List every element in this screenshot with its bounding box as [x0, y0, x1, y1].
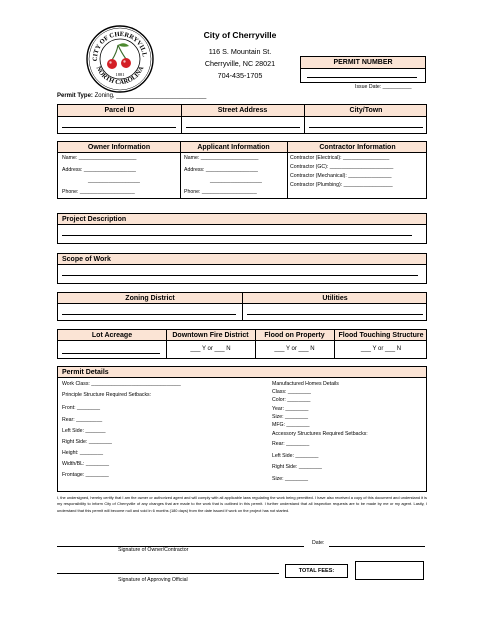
total-fees-label: TOTAL FEES: [298, 568, 335, 574]
city-address-line1: 116 S. Mountain St. [208, 47, 272, 56]
parcel-id-field[interactable] [62, 127, 176, 128]
street-address-header: Street Address [217, 107, 268, 114]
permit-number-label: PERMIT NUMBER [301, 57, 425, 69]
downtown-fire-yn[interactable]: ___ Y or ___ N [190, 346, 231, 352]
accessory-setbacks-title: Accessory Structures Required Setbacks: [272, 431, 368, 437]
contractor-gc[interactable]: Contractor (GC): ______________________ [290, 164, 394, 170]
parcel-table [57, 104, 427, 134]
contractor-plumbing[interactable]: Contractor (Plumbing): _________________ [290, 182, 393, 188]
acc-left-side[interactable]: Left Side: ________ [272, 453, 319, 459]
seal-top-text: CITY OF CHERRYVILL [91, 30, 148, 62]
applicant-info-header: Applicant Information [197, 144, 270, 151]
project-description-field[interactable] [62, 235, 412, 236]
zoning-utilities-box [57, 292, 427, 321]
downtown-fire-header: Downtown Fire District [172, 332, 249, 339]
zoning-district-header: Zoning District [125, 295, 175, 302]
applicant-name[interactable]: Name: ____________________ [184, 155, 259, 161]
svg-text:CITY OF CHERRYVILLE [85, 24, 148, 61]
mh-color[interactable]: Color: ________ [272, 397, 311, 403]
official-signature-line[interactable] [57, 573, 279, 574]
city-seal [85, 24, 155, 94]
front-setback[interactable]: Front: ________ [62, 405, 101, 411]
project-description-header: Project Description [58, 214, 426, 225]
scope-of-work-box [57, 253, 427, 284]
utilities-header: Utilities [322, 295, 348, 302]
city-title: City of Cherryville [203, 30, 277, 40]
mh-year[interactable]: Year: ________ [272, 406, 309, 412]
applicant-address[interactable]: Address: __________________ [184, 167, 258, 173]
utilities-field[interactable] [247, 314, 423, 315]
left-side-setback[interactable]: Left Side: _______ [62, 428, 106, 434]
mh-class[interactable]: Class: ________ [272, 389, 311, 395]
flood-touching-yn[interactable]: ___ Y or ___ N [360, 346, 402, 352]
total-fees-label-box [285, 564, 348, 578]
seal-bottom-text: NORTH CAROLINA [94, 65, 146, 87]
permit-type-row[interactable] [57, 92, 206, 101]
width-bl-field[interactable]: Width/BL: ________ [62, 461, 110, 467]
lot-acreage-field[interactable] [62, 353, 160, 354]
scope-of-work-field[interactable] [62, 275, 418, 276]
manufactured-homes-title: Manufactured Homes Details [272, 381, 339, 387]
permit-number-field[interactable] [307, 77, 417, 78]
setbacks-title: Principle Structure Required Setbacks: [62, 392, 152, 398]
certification-text: I, the undersigned, hereby certify that I am the owner or authorized agent and will comply with all applicable laws regulating the work being permitted. I have also received a copy of this document and understand it is my responsibility to inform City of Cherryville of any changes that are made to the work that is outlined in this permit. I further understand that all inspection requests are to be made by me or my agent. Lastly, I understand that this permit will become null and void in 6 months (180 days) from the date issued if work on the project has not started. [57, 495, 427, 513]
zoning-district-field[interactable] [62, 314, 236, 315]
owner-address[interactable]: Address: __________________ [62, 167, 136, 173]
mh-size[interactable]: Size: ________ [272, 414, 309, 420]
acc-size[interactable]: Size: ________ [272, 476, 309, 482]
total-fees-field[interactable] [355, 561, 424, 580]
parties-table [57, 141, 427, 199]
owner-info-header: Owner Information [87, 144, 151, 151]
project-description-box [57, 213, 427, 244]
right-side-setback[interactable]: Right Side: ________ [62, 439, 112, 445]
work-class[interactable]: Work Class: _______________________________ [62, 381, 181, 387]
permit-details-box [57, 366, 427, 492]
acc-right-side[interactable]: Right Side: ________ [272, 464, 322, 470]
issue-date[interactable]: Issue Date: __________ [355, 84, 412, 90]
flood-on-property-header: Flood on Property [264, 332, 325, 339]
city-town-field[interactable] [309, 127, 423, 128]
parcel-id-header: Parcel ID [104, 107, 135, 114]
official-signature-label: Signature of Approving Official [118, 577, 188, 583]
frontage-field[interactable]: Frontage: ________ [62, 472, 109, 478]
lot-flood-box [57, 329, 427, 359]
permit-number-box [300, 56, 426, 83]
scope-of-work-header: Scope of Work [58, 254, 426, 265]
applicant-phone[interactable]: Phone: ___________________ [184, 189, 257, 195]
mh-mfg[interactable]: MFG: ________ [272, 422, 310, 428]
street-address-field[interactable] [186, 127, 300, 128]
flood-on-property-yn[interactable]: ___ Y or ___ N [274, 346, 315, 352]
seal-year: 1881 [115, 72, 125, 77]
owner-name[interactable]: Name: ____________________ [62, 155, 137, 161]
city-phone: 704-435-1705 [217, 71, 263, 80]
owner-address-line2[interactable]: __________________ [88, 178, 140, 184]
date-label: Date: [312, 540, 325, 546]
owner-signature-label: Signature of Owner/Contractor [118, 547, 189, 553]
city-address-line2: Cherryville, NC 28021 [204, 59, 276, 68]
rear-setback[interactable]: Rear: _________ [62, 417, 103, 423]
permit-details-header: Permit Details [58, 367, 426, 378]
contractor-info-header: Contractor Information [319, 144, 396, 151]
contractor-electrical[interactable]: Contractor (Electrical): ________________ [290, 155, 390, 161]
lot-acreage-header: Lot Acreage [91, 332, 133, 339]
permit-type-label: Permit Type: [57, 93, 93, 99]
permit-type-value[interactable]: Zoning, ___________________________ [94, 93, 207, 99]
date-line[interactable] [329, 546, 425, 547]
applicant-address-line2[interactable]: __________________ [210, 178, 262, 184]
cherry-seal-icon [85, 24, 155, 94]
contractor-mechanical[interactable]: Contractor (Mechanical): _______________ [290, 173, 392, 179]
owner-phone[interactable]: Phone: ___________________ [62, 189, 135, 195]
height-field[interactable]: Height: ________ [62, 450, 103, 456]
city-town-header: City/Town [349, 107, 383, 114]
flood-touching-header: Flood Touching Structure [338, 332, 424, 339]
acc-rear[interactable]: Rear: ________ [272, 441, 310, 447]
